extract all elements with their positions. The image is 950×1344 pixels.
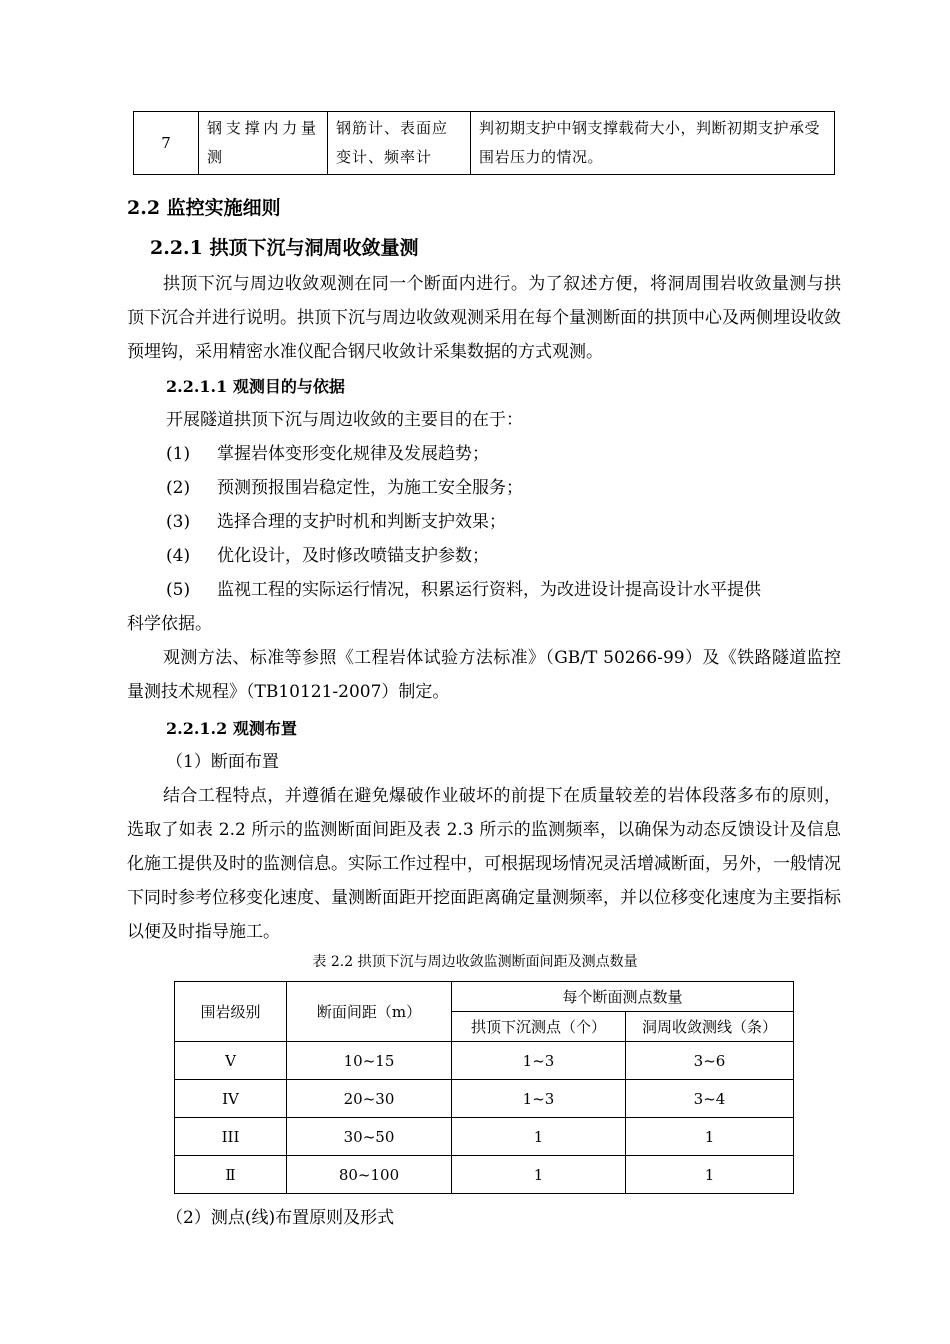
section-heading-2-2-1-1: 2.2.1.1 观测目的与依据 bbox=[166, 377, 345, 396]
header-points-group: 每个断面测点数量 bbox=[452, 982, 794, 1012]
list-number: (2) bbox=[166, 478, 191, 498]
list-number: (3) bbox=[166, 512, 191, 532]
monitoring-items-table-continuation bbox=[133, 111, 835, 175]
table-row bbox=[175, 1042, 794, 1080]
list-item: 预测预报围岩稳定性，为施工安全服务； bbox=[217, 478, 523, 498]
section-heading-2-2-1-2: 2.2.1.2 观测布置 bbox=[166, 719, 297, 738]
header-convergence: 洞周收敛测线（条） bbox=[626, 1012, 794, 1042]
convergence-cell: 3~4 bbox=[626, 1080, 794, 1118]
reference-paragraph: 观测方法、标准等参照《工程岩体试验方法标准》（GB/T 50266-99）及《铁路隧道监控量测技术规程》（TB10121-2007）制定。 bbox=[127, 648, 841, 702]
spacing-cell: 20~30 bbox=[287, 1080, 452, 1118]
grade-cell: V bbox=[175, 1042, 287, 1080]
section-spacing-table bbox=[174, 981, 794, 1194]
list-item: 优化设计，及时修改喷锚支护参数； bbox=[217, 546, 489, 566]
subheading-point-layout: （2）测点(线)布置原则及形式 bbox=[166, 1208, 395, 1228]
table-header-row bbox=[175, 982, 794, 1012]
header-grade: 围岩级别 bbox=[175, 982, 287, 1042]
section-heading-2-2-1: 2.2.1 拱顶下沉与洞周收敛量测 bbox=[150, 237, 419, 259]
section-heading-2-2: 2.2 监控实施细则 bbox=[127, 197, 281, 219]
description-cell: 判初期支护中钢支撑载荷大小，判断初期支护承受围岩压力的情况。 bbox=[471, 112, 835, 175]
list-item: 选择合理的支护时机和判断支护效果； bbox=[217, 512, 506, 532]
spacing-cell: 30~50 bbox=[287, 1118, 452, 1156]
convergence-cell: 1 bbox=[626, 1156, 794, 1194]
crown-cell: 1~3 bbox=[452, 1080, 626, 1118]
crown-cell: 1 bbox=[452, 1118, 626, 1156]
header-spacing: 断面间距（m） bbox=[287, 982, 452, 1042]
convergence-cell: 3~6 bbox=[626, 1042, 794, 1080]
list-item: 掌握岩体变形变化规律及发展趋势； bbox=[217, 444, 489, 464]
list-item: 监视工程的实际运行情况，积累运行资料，为改进设计提高设计水平提供 bbox=[217, 580, 761, 600]
list-number: (4) bbox=[166, 546, 191, 566]
item-number-cell: 7 bbox=[134, 112, 199, 175]
crown-cell: 1~3 bbox=[452, 1042, 626, 1080]
purpose-lead: 开展隧道拱顶下沉与周边收敛的主要目的在于： bbox=[166, 410, 523, 430]
list-number: (1) bbox=[166, 444, 191, 464]
table-row bbox=[134, 112, 835, 175]
intro-paragraph: 拱顶下沉与周边收敛观测在同一个断面内进行。为了叙述方便，将洞周围岩收敛量测与拱顶下沉合并进行说明。拱顶下沉与周边收敛观测采用在每个量测断面的拱顶中心及两侧埋设收敛预埋钩，采用精密水准仪配合钢尺收敛计采集数据的方式观测。 bbox=[127, 274, 841, 362]
header-crown-settlement: 拱顶下沉测点（个） bbox=[452, 1012, 626, 1042]
table-row bbox=[175, 1080, 794, 1118]
list-item-continuation: 科学依据。 bbox=[127, 614, 212, 634]
table-row bbox=[175, 1118, 794, 1156]
layout-paragraph: 结合工程特点，并遵循在避免爆破作业破坏的前提下在质量较差的岩体段落多布的原则，选取了如表 2.2 所示的监测断面间距及表 2.3 所示的监测频率，以确保为动态反馈设计及信息化施工提供及时的监测信息。实际工作过程中，可根据现场情况灵活增减断面，另外，一般情况下同时参考位移变化速度、量测断面距开挖面距离确定量测频率，并以位移变化速度为主要指标以便及时指导施工。 bbox=[127, 786, 841, 942]
spacing-cell: 80~100 bbox=[287, 1156, 452, 1194]
grade-cell: IV bbox=[175, 1080, 287, 1118]
item-name-cell: 钢支撑内力量测 bbox=[199, 112, 328, 175]
crown-cell: 1 bbox=[452, 1156, 626, 1194]
convergence-cell: 1 bbox=[626, 1118, 794, 1156]
grade-cell: III bbox=[175, 1118, 287, 1156]
subheading-section-layout: （1）断面布置 bbox=[166, 752, 279, 772]
table-row bbox=[175, 1156, 794, 1194]
grade-cell: Ⅱ bbox=[175, 1156, 287, 1194]
list-number: (5) bbox=[166, 580, 191, 600]
table-caption: 表 2.2 拱顶下沉与周边收敛监测断面间距及测点数量 bbox=[312, 954, 638, 970]
instrument-cell: 钢筋计、表面应变计、频率计 bbox=[328, 112, 471, 175]
spacing-cell: 10~15 bbox=[287, 1042, 452, 1080]
